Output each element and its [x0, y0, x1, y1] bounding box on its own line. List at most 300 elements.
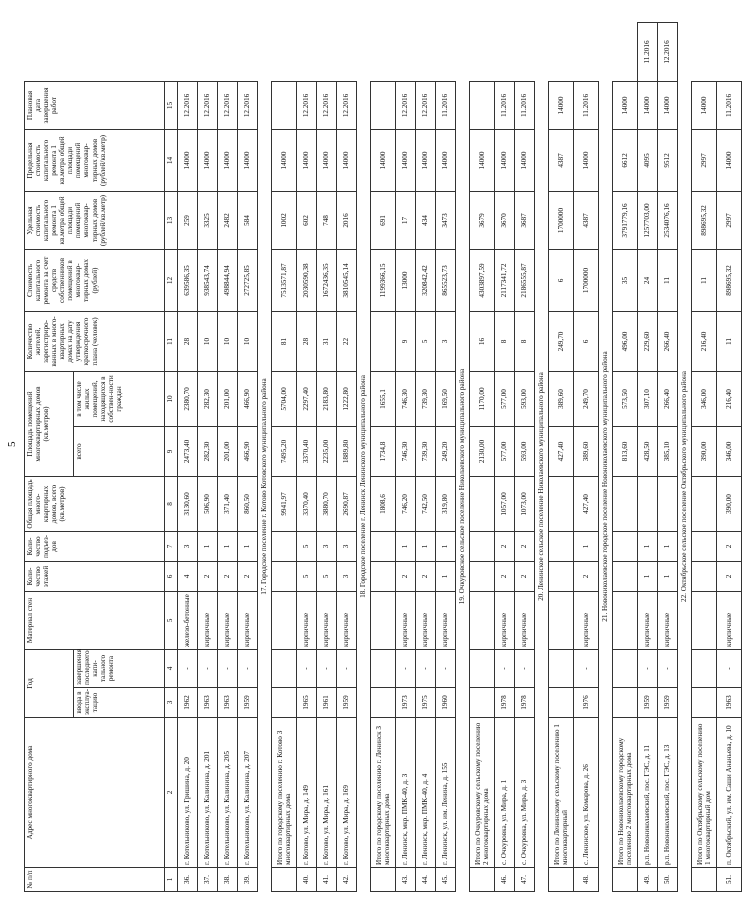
table-cell: 1	[396, 531, 416, 561]
table-cell: 14000	[717, 129, 742, 191]
table-cell: 3130,60	[178, 476, 198, 531]
table-cell	[549, 868, 574, 892]
table-cell: 1960	[436, 688, 456, 718]
table-cell: 427,40	[574, 476, 599, 531]
table-cell: 10	[238, 311, 258, 371]
table-cell: 389,60	[549, 371, 574, 426]
table-cell: 1700000	[549, 191, 574, 249]
table-cell: 39.	[238, 868, 258, 892]
table-cell: 739,30	[416, 371, 436, 426]
table-cell: 1073,00	[515, 476, 535, 531]
section-title: 22. Октябрьское сельское поселение Октябрьского муниципального района	[678, 81, 692, 891]
table-cell: -	[658, 649, 678, 687]
table-cell: -	[416, 649, 436, 687]
table-cell: -	[396, 649, 416, 687]
address-cell: г. Ленинск, ул. им. Ленина, д. 155	[436, 718, 456, 868]
table-cell: 12.2016	[178, 81, 198, 129]
table-cell: 14000	[337, 129, 357, 191]
table-cell: 11	[717, 311, 742, 371]
table-cell	[658, 476, 678, 531]
table-cell: 11.2016	[436, 81, 456, 129]
table-cell: 216,40	[692, 311, 717, 371]
table-cell	[470, 81, 495, 129]
table-cell: 169,50	[436, 371, 456, 426]
table-cell: 1	[218, 531, 238, 561]
table-cell: 14000	[515, 129, 535, 191]
table-cell: 1	[198, 531, 218, 561]
table-cell: 24	[638, 249, 658, 311]
table-cell: -	[297, 649, 317, 687]
table-cell: 639586,35	[178, 249, 198, 311]
table-cell	[549, 476, 574, 531]
header-year-overhaul: завершения последнего капи-тального ремонта	[74, 649, 165, 687]
table-cell: 5704,00	[272, 371, 297, 426]
table-cell: 1	[436, 561, 456, 591]
table-cell: -	[717, 649, 742, 687]
table-cell: 2997	[692, 129, 717, 191]
table-cell: 11	[692, 249, 717, 311]
table-cell: 2	[574, 561, 599, 591]
table-cell: кирпичные	[198, 591, 218, 649]
column-number: 15	[165, 81, 178, 129]
table-cell: 1734,8	[371, 426, 396, 476]
table-cell: 2	[717, 561, 742, 591]
table-cell: 390,00	[692, 426, 717, 476]
table-cell: 3370,40	[297, 476, 317, 531]
address-cell: Итого по городскому поселению г. Ленинск 3 многоквартирных дома	[371, 718, 396, 868]
table-cell: 3687	[515, 191, 535, 249]
table-cell: -	[337, 649, 357, 687]
table-cell: -	[238, 649, 258, 687]
table-cell: -	[436, 649, 456, 687]
table-cell: 1963	[218, 688, 238, 718]
table-cell: -	[515, 649, 535, 687]
table-cell: 2130,00	[470, 426, 495, 476]
table-cell: 12.2016	[317, 81, 337, 129]
table-cell: 2235,00	[317, 426, 337, 476]
table-cell: 11.2016	[638, 23, 658, 82]
address-cell: г. Котельниково, ул. Калинина, д. 205	[218, 718, 238, 868]
table-cell	[638, 476, 658, 531]
table-cell	[692, 649, 717, 687]
table-cell	[470, 868, 495, 892]
table-cell: 6	[549, 249, 574, 311]
section-heading-row	[456, 23, 470, 892]
table-cell: 11.2016	[717, 81, 742, 129]
table-cell	[692, 531, 717, 561]
address-cell: г. Котельниково, ул. Калинина, д. 201	[198, 718, 218, 868]
table-cell: 3	[317, 531, 337, 561]
table-cell: 385,10	[658, 426, 678, 476]
table-cell: 428,50	[638, 426, 658, 476]
section-heading-row	[535, 23, 549, 892]
table-cell: 13000	[396, 249, 416, 311]
table-cell	[470, 649, 495, 687]
table-cell: 1057,00	[495, 476, 515, 531]
table-cell: 14000	[495, 129, 515, 191]
table-cell: -	[495, 649, 515, 687]
table-cell: 1	[238, 531, 258, 561]
table-cell: 2	[238, 561, 258, 591]
table-cell: 9941,97	[272, 476, 297, 531]
address-cell: г. Котельниково, ул. Калинина, д. 207	[238, 718, 258, 868]
table-cell	[549, 649, 574, 687]
table-cell: 2482	[218, 191, 238, 249]
table-cell: -	[178, 649, 198, 687]
table-cell: 860,50	[238, 476, 258, 531]
table-cell: 7495,20	[272, 426, 297, 476]
table-row	[198, 23, 218, 892]
table-cell: кирпичные	[495, 591, 515, 649]
column-number: 7	[165, 531, 178, 561]
table-cell: 14000	[371, 129, 396, 191]
table-cell: 3473	[436, 191, 456, 249]
table-cell: 16	[470, 311, 495, 371]
table-row	[658, 23, 678, 892]
table-cell: 28	[178, 311, 198, 371]
table-cell: 42.	[337, 868, 357, 892]
column-number: 2	[165, 718, 178, 868]
table-cell	[272, 561, 297, 591]
table-cell: 3679	[470, 191, 495, 249]
table-cell: 216,40	[717, 371, 742, 426]
table-cell: 4303897,59	[470, 249, 495, 311]
address-cell: г. Котово, ул. Мира, д. 149	[297, 718, 317, 868]
table-row	[178, 23, 198, 892]
table-row	[515, 23, 535, 892]
table-cell: 14000	[574, 129, 599, 191]
page-number: 5	[6, 441, 18, 447]
table-cell	[470, 561, 495, 591]
table-cell: 1700000	[574, 249, 599, 311]
table-cell: 249,70	[574, 371, 599, 426]
table-cell: 1978	[515, 688, 535, 718]
table-cell: кирпичные	[218, 591, 238, 649]
table-cell: 14000	[470, 129, 495, 191]
table-cell: 14000	[416, 129, 436, 191]
table-cell: 11.2016	[574, 81, 599, 129]
table-row	[436, 23, 456, 892]
table-cell: 390,00	[717, 476, 742, 531]
table-cell: -	[574, 649, 599, 687]
table-cell: 81	[272, 311, 297, 371]
table-cell	[371, 868, 396, 892]
table-cell: 3	[436, 311, 456, 371]
table-cell: 593,00	[515, 371, 535, 426]
table-cell: кирпичные	[317, 591, 337, 649]
table-row	[317, 23, 337, 892]
header-residents: Количество жителей, зарегистриро-ванных в много-квартирных домах на дату утверждения краткосрочного плана (человек)	[25, 311, 165, 371]
table-cell: 40.	[297, 868, 317, 892]
header-no: № п/п	[25, 868, 165, 892]
table-cell: 14000	[218, 129, 238, 191]
table-row	[495, 23, 515, 892]
table-cell: 319,80	[436, 476, 456, 531]
table-cell: кирпичные	[416, 591, 436, 649]
table-cell: 47.	[515, 868, 535, 892]
table-cell	[272, 688, 297, 718]
column-number: 12	[165, 249, 178, 311]
table-cell: 14000	[317, 129, 337, 191]
table-cell: 36.	[178, 868, 198, 892]
table-cell: 1170,00	[470, 371, 495, 426]
header-premises-total: всего	[74, 426, 165, 476]
table-cell	[272, 649, 297, 687]
table-cell: кирпичные	[638, 591, 658, 649]
table-cell: 1199366,15	[371, 249, 396, 311]
subtotal-row	[272, 23, 297, 892]
section-title: 21. Новониколаевское городское поселение Новониколаевского муниципального района	[599, 81, 613, 891]
table-cell: 1672436,35	[317, 249, 337, 311]
table-cell: 31	[317, 311, 337, 371]
table-cell: 11.2016	[495, 81, 515, 129]
table-cell: 14000	[436, 129, 456, 191]
table-cell: 14000	[396, 129, 416, 191]
table-cell: 1	[638, 561, 658, 591]
address-cell: п. Октябрьский, ул. им. Саши Ананьева, д. 10	[717, 718, 742, 868]
table-body	[178, 23, 742, 892]
table-cell: 739,30	[416, 426, 436, 476]
table-cell: 3880,70	[317, 476, 337, 531]
table-cell	[613, 688, 638, 718]
table-cell: -	[638, 649, 658, 687]
table-cell: 2	[515, 561, 535, 591]
address-cell: г. Котово, ул. Мира, д. 169	[337, 718, 357, 868]
table-cell: 2117341,72	[495, 249, 515, 311]
table-cell: 11	[658, 249, 678, 311]
table-row	[297, 23, 317, 892]
table-cell: 50.	[658, 868, 678, 892]
address-cell: р.п. Новониколаевский, пос. ГЭС, д. 13	[658, 718, 678, 868]
table-cell: 748	[317, 191, 337, 249]
table-cell: 1962	[178, 688, 198, 718]
address-cell: Итого по Октябрьскому сельскому поселению 1 многоквартирный дом	[692, 718, 717, 868]
table-cell: 201,00	[218, 371, 238, 426]
table-cell: 14000	[238, 129, 258, 191]
address-cell: г. Котельниково, ул. Гришина, д. 20	[178, 718, 198, 868]
column-number: 3	[165, 688, 178, 718]
header-year-commission: ввода в эксплуа-тацию	[74, 688, 165, 718]
table-row	[238, 23, 258, 892]
table-cell: 51.	[717, 868, 742, 892]
table-cell: 4	[178, 561, 198, 591]
table-row	[337, 23, 357, 892]
table-cell: 229,60	[638, 311, 658, 371]
section-title: 19. Очкуровское сельское поселение Николаевского муниципального района	[456, 81, 470, 891]
table-cell: 249,70	[549, 311, 574, 371]
table-cell: 434	[416, 191, 436, 249]
table-cell: 1	[574, 531, 599, 561]
table-cell: 6612	[613, 129, 638, 191]
table-cell: 3	[178, 531, 198, 561]
table-cell: 1978	[495, 688, 515, 718]
table-cell	[272, 81, 297, 129]
table-cell: 1	[658, 561, 678, 591]
header-address: Адрес многоквартирного дома	[25, 718, 165, 868]
table-cell: 282,30	[198, 426, 218, 476]
subtotal-row	[371, 23, 396, 892]
table-cell: 12.2016	[658, 23, 678, 82]
table-cell: 3	[337, 561, 357, 591]
table-cell: 2030590,38	[297, 249, 317, 311]
table-cell	[613, 591, 638, 649]
table-cell	[470, 476, 495, 531]
table-cell: 2	[495, 531, 515, 561]
table-cell: 577,00	[495, 426, 515, 476]
table-cell: 691	[371, 191, 396, 249]
table-cell: 427,40	[549, 426, 574, 476]
table-cell: 346,00	[717, 426, 742, 476]
table-cell: 1976	[574, 688, 599, 718]
table-cell: 1808,6	[371, 476, 396, 531]
column-number: 1	[165, 868, 178, 892]
address-cell: г. Котово, ул. Мира, д. 161	[317, 718, 337, 868]
apartment-buildings-table	[24, 22, 742, 892]
table-cell: 4387	[549, 129, 574, 191]
table-cell: 14000	[692, 81, 717, 129]
table-cell: 2997	[717, 191, 742, 249]
table-cell: 12.2016	[297, 81, 317, 129]
column-number: 14	[165, 129, 178, 191]
table-cell: 45.	[436, 868, 456, 892]
table-cell: 3	[337, 531, 357, 561]
table-cell	[692, 688, 717, 718]
table-cell: 742,50	[416, 476, 436, 531]
table-cell: 2690,87	[337, 476, 357, 531]
table-cell: 8	[515, 311, 535, 371]
table-cell: 602	[297, 191, 317, 249]
table-row	[574, 23, 599, 892]
table-cell: 898695,32	[717, 249, 742, 311]
table-cell: кирпичные	[337, 591, 357, 649]
table-cell: 41.	[317, 868, 337, 892]
table-cell: 3810545,14	[337, 249, 357, 311]
table-cell: 2	[515, 531, 535, 561]
table-cell: 10	[218, 311, 238, 371]
address-cell: р.п. Новониколаевский, пос. ГЭС, д. 11	[638, 718, 658, 868]
table-cell: 577,00	[495, 371, 515, 426]
table-cell	[371, 531, 396, 561]
table-cell	[613, 561, 638, 591]
table-cell: 1002	[272, 191, 297, 249]
table-cell: 746,30	[396, 426, 416, 476]
table-cell: кирпичные	[436, 591, 456, 649]
table-cell: -	[218, 649, 238, 687]
table-cell: 466,90	[238, 426, 258, 476]
header-cost: Стоимость капитального ремонта за счет средств собственников помещений в многоквар-тирных домах (рублей)	[25, 249, 165, 311]
table-cell: 1222,80	[337, 371, 357, 426]
address-cell: Итого по Очкуровскому сельскому поселению 2 многоквартирных дома	[470, 718, 495, 868]
table-cell: 8	[495, 311, 515, 371]
subtotal-row	[470, 23, 495, 892]
table-cell: 9512	[658, 129, 678, 191]
table-cell	[613, 476, 638, 531]
subtotal-row	[549, 23, 574, 892]
table-cell: кирпичные	[717, 591, 742, 649]
table-cell	[371, 591, 396, 649]
table-cell	[549, 531, 574, 561]
table-cell: 1961	[317, 688, 337, 718]
table-cell: 12.2016	[218, 81, 238, 129]
table-cell: 1965	[297, 688, 317, 718]
table-cell	[692, 868, 717, 892]
table-cell: 5	[416, 311, 436, 371]
table-cell: 7513571,87	[272, 249, 297, 311]
table-cell	[371, 649, 396, 687]
column-number: 11	[165, 311, 178, 371]
rotated-page	[24, 22, 733, 892]
table-cell: 5	[297, 531, 317, 561]
table-cell: 2534076,16	[658, 191, 678, 249]
table-cell: 1257703,00	[638, 191, 658, 249]
table-cell: 44.	[416, 868, 436, 892]
table-cell	[613, 868, 638, 892]
table-cell: 12.2016	[238, 81, 258, 129]
table-row	[396, 23, 416, 892]
table-cell: 865523,73	[436, 249, 456, 311]
table-row	[717, 23, 742, 892]
header-premises-resident: в том числе жилых помещений, находящихся в собствен-ности граждан	[74, 371, 165, 426]
table-cell: 506,90	[198, 476, 218, 531]
section-heading-row	[258, 23, 272, 892]
header-floors: Коли-чество этажей	[25, 561, 165, 591]
table-cell	[371, 561, 396, 591]
section-heading-row	[357, 23, 371, 892]
table-cell: кирпичные	[515, 591, 535, 649]
table-cell	[470, 531, 495, 561]
table-cell: 259	[178, 191, 198, 249]
table-cell: 496,00	[613, 311, 638, 371]
section-title: 18. Городское поселение г. Ленинск Ленинского муниципального района	[357, 81, 371, 891]
table-cell: 307,10	[638, 371, 658, 426]
table-cell: 1963	[717, 688, 742, 718]
table-row	[218, 23, 238, 892]
table-cell: 1959	[658, 688, 678, 718]
header-planned-date: Плановая дата завершения работ	[25, 81, 165, 129]
table-cell	[272, 531, 297, 561]
table-cell	[470, 688, 495, 718]
table-cell: 4387	[574, 191, 599, 249]
table-cell: 22	[337, 311, 357, 371]
table-cell: 746,30	[396, 371, 416, 426]
table-cell	[371, 311, 396, 371]
table-cell: кирпичные	[396, 591, 416, 649]
column-number: 9	[165, 426, 178, 476]
table-cell: 1963	[198, 688, 218, 718]
table-cell: 1973	[396, 688, 416, 718]
table-cell: 12.2016	[416, 81, 436, 129]
table-cell: 2	[218, 561, 238, 591]
table-cell: 266,40	[658, 311, 678, 371]
table-cell: 2	[495, 561, 515, 591]
table-cell: 1655,1	[371, 371, 396, 426]
table-cell	[613, 531, 638, 561]
table-cell: 37.	[198, 868, 218, 892]
table-cell: 10	[198, 311, 218, 371]
table-cell: кирпичные	[574, 591, 599, 649]
table-cell: 3325	[198, 191, 218, 249]
header-material: Материал стен	[25, 591, 165, 649]
header-total-area: Общая площадь много-квартирных домов, всего (кв.метров)	[25, 476, 165, 531]
address-cell: с. Очкуровка, ул. Мира, д. 1	[495, 718, 515, 868]
table-cell: 1889,80	[337, 426, 357, 476]
table-cell: 28	[297, 311, 317, 371]
table-cell: кирпичные	[238, 591, 258, 649]
table-cell	[613, 649, 638, 687]
table-cell: 2380,70	[178, 371, 198, 426]
header-premises-area: Площадь помещений многоквартирных домов (кв.метров)	[25, 371, 74, 476]
table-cell	[470, 591, 495, 649]
